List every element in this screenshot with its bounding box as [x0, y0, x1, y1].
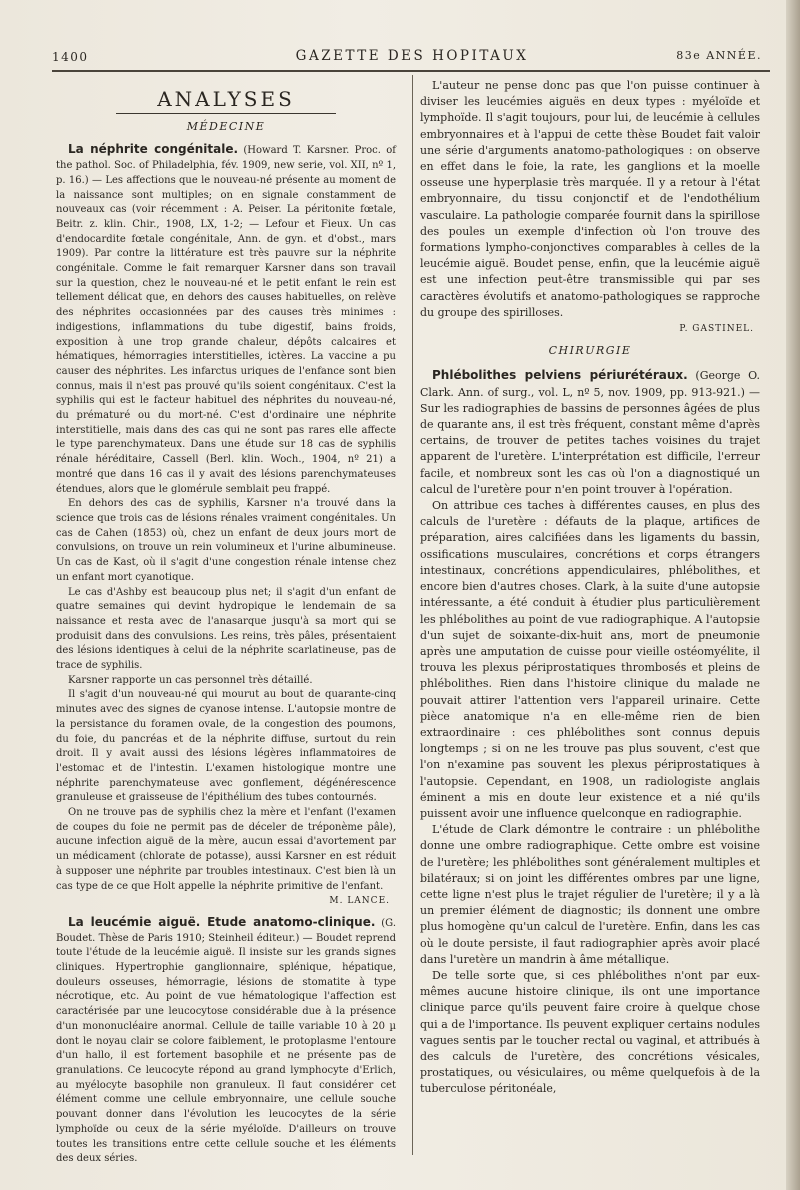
article-paragraph: Il s'agit d'un nouveau-né qui mourut au bout de quarante-cinq minutes avec des signes de cyanose intense. L'autopsie montre de la persistance du foramen ovale, de la congestion des poumons, du foie, du pancréas et de la néphrite diffuse, surtout du rein droit. Il y avait aussi des lésions légères inflammatoires de l'estomac et de l'intestin. L'examen histologique montre une néphrite parenchymateuse avec gonflement, dégénérescence granuleuse et graisseuse de l'épithélium des tubes contournés.	[56, 689, 396, 804]
article-paragraph: Karsner rapporte un cas personnel très détaillé.	[68, 674, 313, 686]
leucemie-intro	[56, 915, 396, 1167]
phlebolithes-intro	[420, 367, 760, 498]
article-citation: (Howard T. Karsner. Proc. of the pathol. Soc. of Philadelphia, fév. 1909, new serie, vol. XII, nº 1, p. 16.) —	[56, 145, 396, 186]
right-column	[420, 78, 760, 1098]
article-paragraph: Les affections que le nouveau-né présente au moment de la naissance sont multiples; on en signale constamment de nouveaux cas (voir récemment : A. Peiser. La péritonite fœtale, Beitr. z. klin. Chir., 1908, LX, 1-2; — Lefour et Fieux. Un cas d'endocardite fœtale congénitale, Ann. de gyn. et d'obst., mars 1909). Par contre la littérature est très pauvre sur la néphrite congénitale. Comme le fait remarquer Karsner dans son travail sur la question, chez le nouveau-né et le petit enfant le rein est tellement délicat que, en dehors des causes habituelles, on relève des néphrites occasionnées par des causes très minimes : indigestions, inflammations du tube digestif, bains froids, exposition à une trop grande chaleur, dépôts calcaires et hématiques, hémorragies interstitielles, ictères. La vaccine a pu causer des néphrites. Les infarctus uriques de l'enfance sont bien connus, mais il n'est pas prouvé qu'ils soient congénitaux. C'est la syphilis qui est le facteur habituel des néphrites du nouveau-né, du prématuré ou du mort-né. C'est d'ordinaire une néphrite interstitielle, mais dans des cas qui ne sont pas rares elle affecte le type parenchymateux. Dans une étude sur 18 cas de syphilis rénale héréditaire, Cassell (Berl. klin. Woch., 1904, nº 21) a montré que dans 16 cas il y avait des lésions parenchymateuses étendues, alors que le glomérule semblait peu frappé.	[56, 174, 396, 495]
page-header	[52, 48, 772, 68]
article-citation: (G. Boudet. Thèse de Paris 1910; Steinheil éditeur.) —	[56, 917, 396, 944]
article-paragraph: On ne trouve pas de syphilis chez la mère et l'enfant (l'examen de coupes du foie ne permit pas de déceler de tréponème pâle), aucune infection aiguë de la mère, aucun essai d'avortement par un médicament (chlorate de potasse), aussi Karsner en est réduit à supposer une néphrite par troubles intestinaux. C'est bien là un cas type de ce que Holt appelle la néphrite primitive de l'enfant.	[56, 807, 396, 892]
journal-title: GAZETTE DES HOPITAUX	[295, 48, 529, 64]
year-label: 83e ANNÉE.	[676, 49, 762, 62]
page-number: 1400	[52, 50, 89, 64]
article-paragraph: On attribue ces taches à différentes causes, en plus des calculs de l'uretère : défauts de la plaque, artifices de préparation, aires calcifiées dans les ligaments du bassin, ossifications musculaires, concrétions et corps étrangers intestinaux, concrétions appendiculaires, phlébolithes, et encore bien d'autres choses. Clark, à la suite d'une autopsie intéressante, a été conduit à étudier plus particulièrement les phlébolithes au point de vue radiographique. A l'autopsie d'un sujet de soixante-dix-huit ans, mort de pneumonie après une amputation de cuisse pour vieille ostéomyélite, il trouva les plexus périprostatiques thrombosés et pleins de phlébolithes. Rien dans l'histoire clinique du malade ne pouvait attirer l'attention vers l'appareil urinaire. Cette pièce anatomique n'a en elle-même rien de bien extraordinaire : ces phlébolithes sont connus depuis longtemps ; si on ne les trouve pas plus souvent, c'est que l'on n'examine pas souvent les plexus périprostatiques à l'autopsie. Cependant, en 1908, un radiologiste anglais éminent a mis en doute leur existence et a nié qu'ils puissent avoir une influence quelconque en radiographie.	[420, 499, 760, 820]
article-title: La leucémie aiguë. Etude anatomo-clinique.	[68, 914, 376, 929]
section-rule	[116, 113, 336, 114]
signature-gastinel: P. GASTINEL.	[679, 324, 754, 335]
article-paragraph: En dehors des cas de syphilis, Karsner n'a trouvé dans la science que trois cas de lésions rénales vraiment congénitales. Un cas de Cahen (1853) où, chez un enfant de deux jours mort de convulsions, on trouve un rein volumineux et l'urine albumineuse. Un cas de Kast, où il s'agit d'une congestion rénale intense chez un enfant mort cyanotique.	[56, 498, 396, 583]
subsection-chirurgie: CHIRURGIE	[548, 344, 632, 358]
page-edge	[786, 0, 800, 1190]
article-paragraph: L'étude de Clark démontre le contraire : un phlébolithe donne une ombre radiographique. Cette ombre est voisine de l'uretère; les phlébolithes sont généralement multiples et bilatéraux; si on joint les différentes ombres par une ligne, cette ligne n'est plus le trajet régulier de l'uretère; il y a là un premier élément de diagnostic; ils donnent une ombre plus homogène qu'un calcul de l'uretère. Enfin, dans les cas où le doute persiste, il faut radiographier après avoir placé dans l'uretère un mandrin à âme métallique.	[420, 823, 760, 966]
column-divider	[412, 75, 413, 1155]
article-title: Phlébolithes pelviens périurétéraux.	[432, 368, 688, 383]
nephrite-intro	[56, 142, 396, 497]
subsection-medecine: MÉDECINE	[186, 119, 266, 133]
header-rule	[52, 70, 770, 72]
article-paragraph: Sur les radiographies de bassins de personnes âgées de plus de quarante ans, il est très fréquent, constant même d'après certains, de trouver de petites taches voisines du trajet apparent de l'uretère. L'interprétation est difficile, l'erreur facile, et nombreux sont les cas où l'on a diagnostiqué un calcul de l'uretère pour n'en point trouver à l'opération.	[420, 401, 760, 496]
article-paragraph: Boudet reprend toute l'étude de la leucémie aiguë. Il insiste sur les grands signes cliniques. Hypertrophie ganglionnaire, splénique, hépatique, douleurs osseuses, hémorragie, lésions de stomatite à type nécrotique, etc. Au point de vue hématologique l'affection est caractérisée par une leucocytose considérable due à la présence d'un mononucléaire anormal. Cellule de taille variable 10 à 20 µ dont le noyau clair se colore faiblement, le protoplasme l'entoure d'un hallo, il est fortement basophile et ne présente pas de granulations. Ce leucocyte répond au grand lymphocyte d'Erlich, au myélocyte basophile non granuleux. Il faut considérer cet élément comme une cellule embryonnaire, une cellule souche pouvant donner dans l'évolution les leucocytes de la série lymphoïde ou ceux de la série myéloïde. D'ailleurs on trouve toutes les transitions entre cette cellule souche et les éléments des deux séries.	[56, 932, 396, 1165]
signature-lance: M. LANCE.	[329, 896, 390, 907]
article-paragraph: L'auteur ne pense donc pas que l'on puisse continuer à diviser les leucémies aiguës en deux types : myéloïde et lymphoïde. Il s'agit toujours, pour lui, de leucémie à cellules embryonnaires et à l'appui de cette thèse Boudet fait valoir une série d'arguments anatomo-pathologiques : on observe en effet dans le foie, la rate, les ganglions et la moelle osseuse une hyperplasie très marquée. Il y a retour à l'état embryonnaire, du tissu conjonctif et de l'endothélium vasculaire. La pathologie comparée fournit dans la spirillose des poules un exemple d'infection où l'on trouve des formations lympho-conjonctives comparables à celles de la leucémie aiguë. Boudet pense, enfin, que la leucémie aiguë est une infection peut-être transmissible qui par ses caractères évolutifs et anatomo-pathologiques se rapproche du groupe des spirilloses.	[420, 79, 760, 319]
left-column	[56, 78, 396, 1167]
section-title: ANALYSES	[157, 87, 295, 111]
article-title: La néphrite congénitale.	[68, 142, 239, 157]
article-paragraph: De telle sorte que, si ces phlébolithes n'ont par eux-mêmes aucune histoire clinique, ils ont une importance clinique parce qu'ils peuvent faire croire à quelque chose qui a de l'importance. Ils peuvent expliquer certains nodules vagues sentis par le toucher rectal ou vaginal, et attribués à des calculs de l'uretère, des concrétions vésicales, prostatiques, ou vésiculaires, ou même quelquefois à de la tuberculose péritonéale,	[420, 968, 760, 1096]
article-paragraph: Le cas d'Ashby est beaucoup plus net; il s'agit d'un enfant de quatre semaines qui devint hydropique le lendemain de sa naissance et resta avec de l'anasarque jusqu'à sa mort qui se produisit dans des convulsions. Les reins, très pâles, présentaient des lésions identiques à celui de la néphrite scarlatineuse, pas de trace de syphilis.	[56, 586, 396, 672]
article-citation: (George O. Clark. Ann. of surg., vol. L, nº 5, nov. 1909, pp. 913-921.) —	[420, 369, 761, 399]
